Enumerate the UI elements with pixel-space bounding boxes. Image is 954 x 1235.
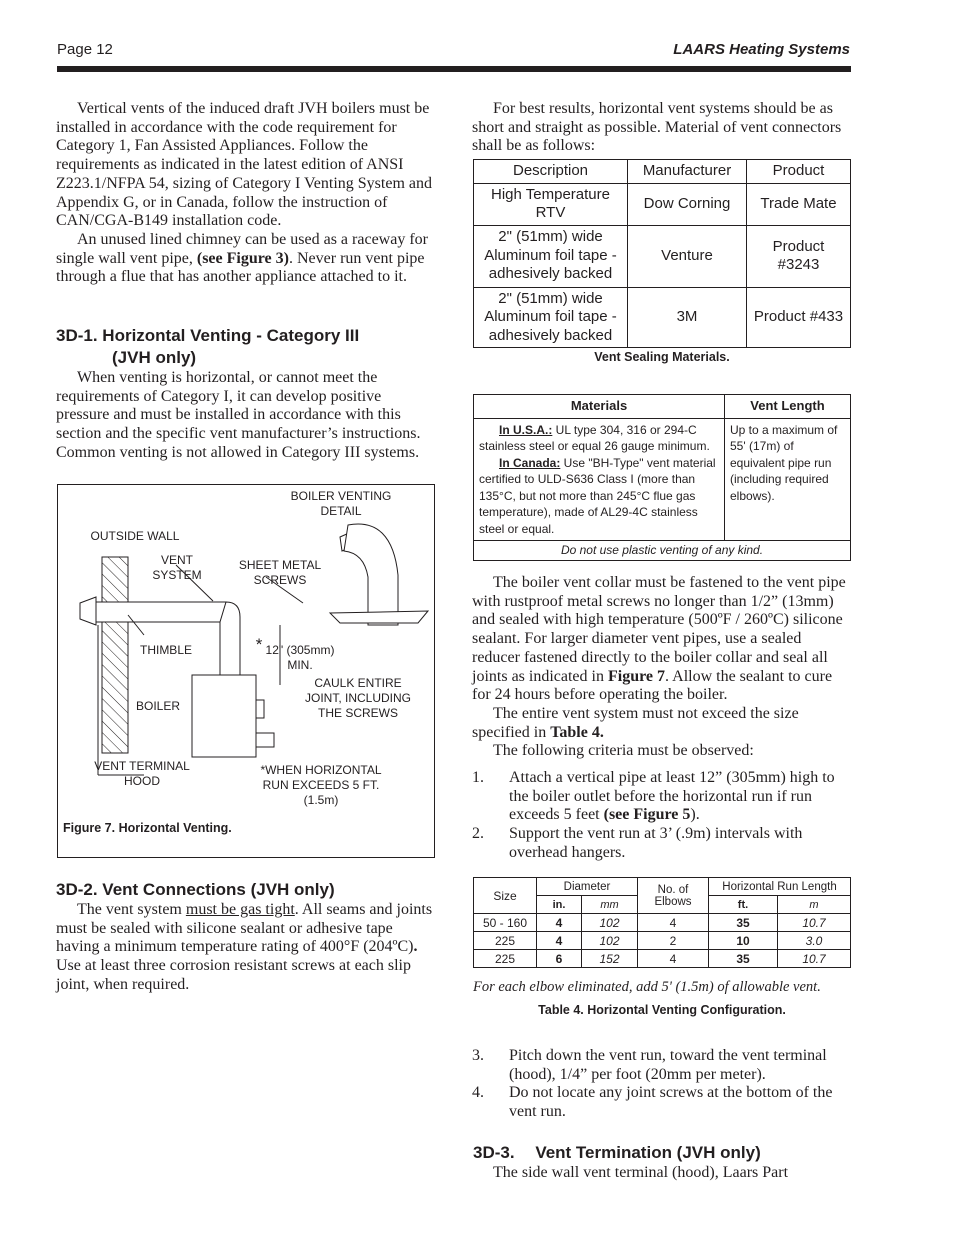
figure-ref: Figure 7 <box>607 667 666 685</box>
paragraph-criteria: The following criteria must be observed: <box>493 742 754 760</box>
table-cell: 35 <box>709 914 778 932</box>
vent-elbow <box>220 602 240 685</box>
section-heading-3d2: 3D-2. Vent Connections (JVH only) <box>56 880 335 899</box>
page-number: Page 12 <box>57 41 113 58</box>
list-number: 4. <box>472 1084 484 1102</box>
table-header: Manufacturer <box>628 160 747 184</box>
table-cell: 10 <box>709 932 778 950</box>
table-cell: 2" (51mm) wide Aluminum foil tape - adhesively backed <box>474 225 628 287</box>
label-horizontal-run-note: *WHEN HORIZONTAL RUN EXCEEDS 5 FT. (1.5m) <box>260 763 382 807</box>
text: . <box>413 938 418 956</box>
heading-text: Vent Termination (JVH only) <box>535 1143 761 1162</box>
table-cell: 4 <box>638 950 709 968</box>
canada-label: In Canada: <box>499 455 561 470</box>
table-footer: Do not use plastic venting of any kind. <box>474 541 851 561</box>
table-header: mm <box>582 896 638 914</box>
asterisk-mark: * <box>255 635 263 654</box>
table-cell: 50 - 160 <box>474 914 537 932</box>
left-column <box>56 100 436 287</box>
vent-length-cell: Up to a maximum of 55' (17m) of equivalent pipe run (including required elbows). <box>725 418 851 541</box>
paragraph-best-results <box>472 100 850 156</box>
text: When venting is horizontal, or cannot meet the requirements of Category I, it can develop positive pressure and must be installed in accordance with this section and the specific vent manufacturer’s instructions. Common venting is not allowed in Category III systems. <box>56 369 421 461</box>
header-rule <box>57 66 851 72</box>
paragraph-chimney <box>56 231 436 287</box>
table-header: Description <box>474 160 628 184</box>
heading-line: (JVH only) <box>112 348 197 367</box>
table-cell: 2 <box>638 932 709 950</box>
boiler-part <box>256 700 264 718</box>
table-note: For each elbow eliminated, add 5' (1.5m) of allowable vent. <box>473 979 821 995</box>
text: The entire vent system must not exceed the size specified in <box>472 704 799 741</box>
text: . Never run vent pipe through a flue that has another appliance attached to it. <box>56 249 425 286</box>
table-header: Diameter <box>537 878 638 896</box>
table-cell: 6 <box>537 950 582 968</box>
table-header: Product <box>747 160 851 184</box>
label-outside-wall: OUTSIDE WALL <box>90 529 180 543</box>
text: Use at least three corrosion resistant screws at each slip joint, when required. <box>56 957 411 993</box>
brand-name: LAARS Heating Systems <box>673 41 850 58</box>
venting-configuration-table <box>473 877 851 968</box>
label-min-height: 12" (305mm) MIN. <box>265 643 335 672</box>
usa-label: In U.S.A.: <box>499 422 553 437</box>
figure-horizontal-venting <box>57 484 435 858</box>
table-header: Size <box>474 878 537 914</box>
list-number: 1. <box>472 769 484 787</box>
figure-caption: Figure 7. Horizontal Venting. <box>63 821 232 835</box>
text: An unused lined chimney can be used as a raceway for single wall vent pipe, <box>56 230 428 267</box>
list-number: 2. <box>472 825 484 843</box>
table-cell: 4 <box>537 914 582 932</box>
table-cell: 102 <box>582 932 638 950</box>
text: Attach a vertical pipe at least 12” (305mm) high to the boiler outlet before the horizontal run if run exceeds 5 feet <box>509 769 835 824</box>
table-cell: 3M <box>628 287 747 348</box>
list-text: Support the vent run at 3’ (.9m) intervals with overhead hangers. <box>509 825 803 861</box>
text: For best results, horizontal vent systems should be as short and straight as possible. Material of vent connectors shall be as follows: <box>472 100 842 155</box>
table-cell: 3.0 <box>778 932 851 950</box>
text: The side wall vent terminal (hood), Laars Part <box>493 1164 789 1181</box>
table-caption: Vent Sealing Materials. <box>594 350 730 364</box>
label-vent-system: VENT SYSTEM <box>152 553 202 582</box>
boiler-part <box>256 733 274 747</box>
right-body <box>472 574 852 863</box>
table-cell: Dow Corning <box>628 183 747 225</box>
terminal-hood <box>80 597 96 625</box>
label-sheet-metal-screws: SHEET METAL SCREWS <box>238 558 322 587</box>
section-heading-3d3 <box>473 1142 853 1164</box>
label-caulk: CAULK ENTIRE JOINT, INCLUDING THE SCREWS <box>304 676 411 720</box>
table-header: Horizontal Run Length <box>709 878 851 896</box>
label-vent-terminal-hood: VENT TERMINAL HOOD <box>94 759 190 788</box>
table-header: Vent Length <box>725 395 851 419</box>
paragraph-size <box>472 705 852 742</box>
label-boiler: BOILER <box>135 699 180 713</box>
table-cell: 225 <box>474 950 537 968</box>
list-item <box>472 769 852 825</box>
table-cell: High Temperature RTV <box>474 183 628 225</box>
heading-number: 3D-3. <box>473 1143 515 1162</box>
detail-collar-base <box>330 611 428 623</box>
horizontal-pipe <box>96 602 226 622</box>
table-cell: 10.7 <box>778 950 851 968</box>
figure-ref: (see Figure 3) <box>196 249 289 267</box>
detail-elbow <box>344 524 398 625</box>
table-header: ft. <box>709 896 778 914</box>
table-header: Materials <box>474 395 725 419</box>
text: The vent system <box>77 901 182 918</box>
canada-text: Use "BH-Type" vent material certified to ULD-S636 Class I (more than 135°C, but not more than 245°C flue gas temperature), made of AL29-4C stainless steel or equal. <box>479 455 716 536</box>
list-item <box>472 1047 852 1084</box>
label-thimble: THIMBLE <box>139 643 192 657</box>
text: . All seams and joints must be sealed with silicone sealant or adhesive tape having a minimum temperature rating of 400°F (204ºC) <box>56 901 433 956</box>
table-cell: Venture <box>628 225 747 287</box>
outside-wall <box>102 557 128 753</box>
table-cell: Product #433 <box>747 287 851 348</box>
table-cell: 102 <box>582 914 638 932</box>
section-heading-3d1 <box>56 325 436 369</box>
list-item <box>472 1084 852 1121</box>
paragraph-horizontal <box>56 369 436 463</box>
materials-cell <box>474 418 725 541</box>
table-cell: 4 <box>638 914 709 932</box>
boiler-shape <box>192 675 256 757</box>
paragraph-vent-connections <box>56 901 436 995</box>
table-caption: Table 4. Horizontal Venting Configuration. <box>538 1003 786 1017</box>
table-header: m <box>778 896 851 914</box>
underlined-text: must be gas tight <box>185 901 295 918</box>
list-text: Do not locate any joint screws at the bottom of the vent run. <box>509 1084 833 1121</box>
list-number: 3. <box>472 1047 484 1064</box>
table-cell: 10.7 <box>778 914 851 932</box>
paragraph-vertical-vents: Vertical vents of the induced draft JVH boilers must be installed in accordance with the code requirement for Category 1, Fan Assisted Appliances. Follow the requirements as indicated in the latest edition of ANSI Z223.1/NFPA 54, sizing of Category I Venting System and Appendix G, or in Canada, follow the instruction of CAN/CGA-B149 installation code. <box>56 100 432 230</box>
table-header: in. <box>537 896 582 914</box>
table-cell: Product #3243 <box>747 225 851 287</box>
list-item <box>472 825 852 862</box>
table-cell: 35 <box>709 950 778 968</box>
paragraph-vent-termination <box>472 1164 852 1183</box>
figure-ref: (see Figure 5 <box>603 806 691 824</box>
table-cell: 4 <box>537 932 582 950</box>
text: ). <box>690 806 700 824</box>
usa-text: UL type 304, 316 or 294-C stainless steel or equal 26 gauge minimum. <box>479 422 710 453</box>
heading-line: 3D-1. Horizontal Venting - Category III <box>56 326 360 345</box>
list-text: Pitch down the vent run, toward the vent terminal (hood), 1/4” per foot (20mm per meter). <box>509 1047 827 1083</box>
table-cell: Trade Mate <box>747 183 851 225</box>
table-ref: Table 4. <box>550 723 604 741</box>
table-header: No. of Elbows <box>638 878 709 914</box>
table-cell: 2" (51mm) wide Aluminum foil tape - adhesively backed <box>474 287 628 348</box>
table-cell: 225 <box>474 932 537 950</box>
text: . Allow the sealant to cure for 24 hours before operating the boiler. <box>472 667 833 704</box>
vent-sealing-table <box>473 159 851 348</box>
vent-materials-table <box>473 394 851 561</box>
paragraph-vent-collar <box>472 574 852 705</box>
label-boiler-venting-detail: BOILER VENTING DETAIL <box>290 489 392 518</box>
table-cell: 152 <box>582 950 638 968</box>
text: The boiler vent collar must be fastened to the vent pipe with rustproof metal screws no longer than 1/2” (13mm) and sealed with high temperature (500ºF / 260ºC) silicone sealant. For larger diameter vent pipes, use a sealed reducer fastened directly to the boiler collar and seal all joints as indicated in <box>472 574 846 685</box>
list-continued <box>472 1047 852 1122</box>
